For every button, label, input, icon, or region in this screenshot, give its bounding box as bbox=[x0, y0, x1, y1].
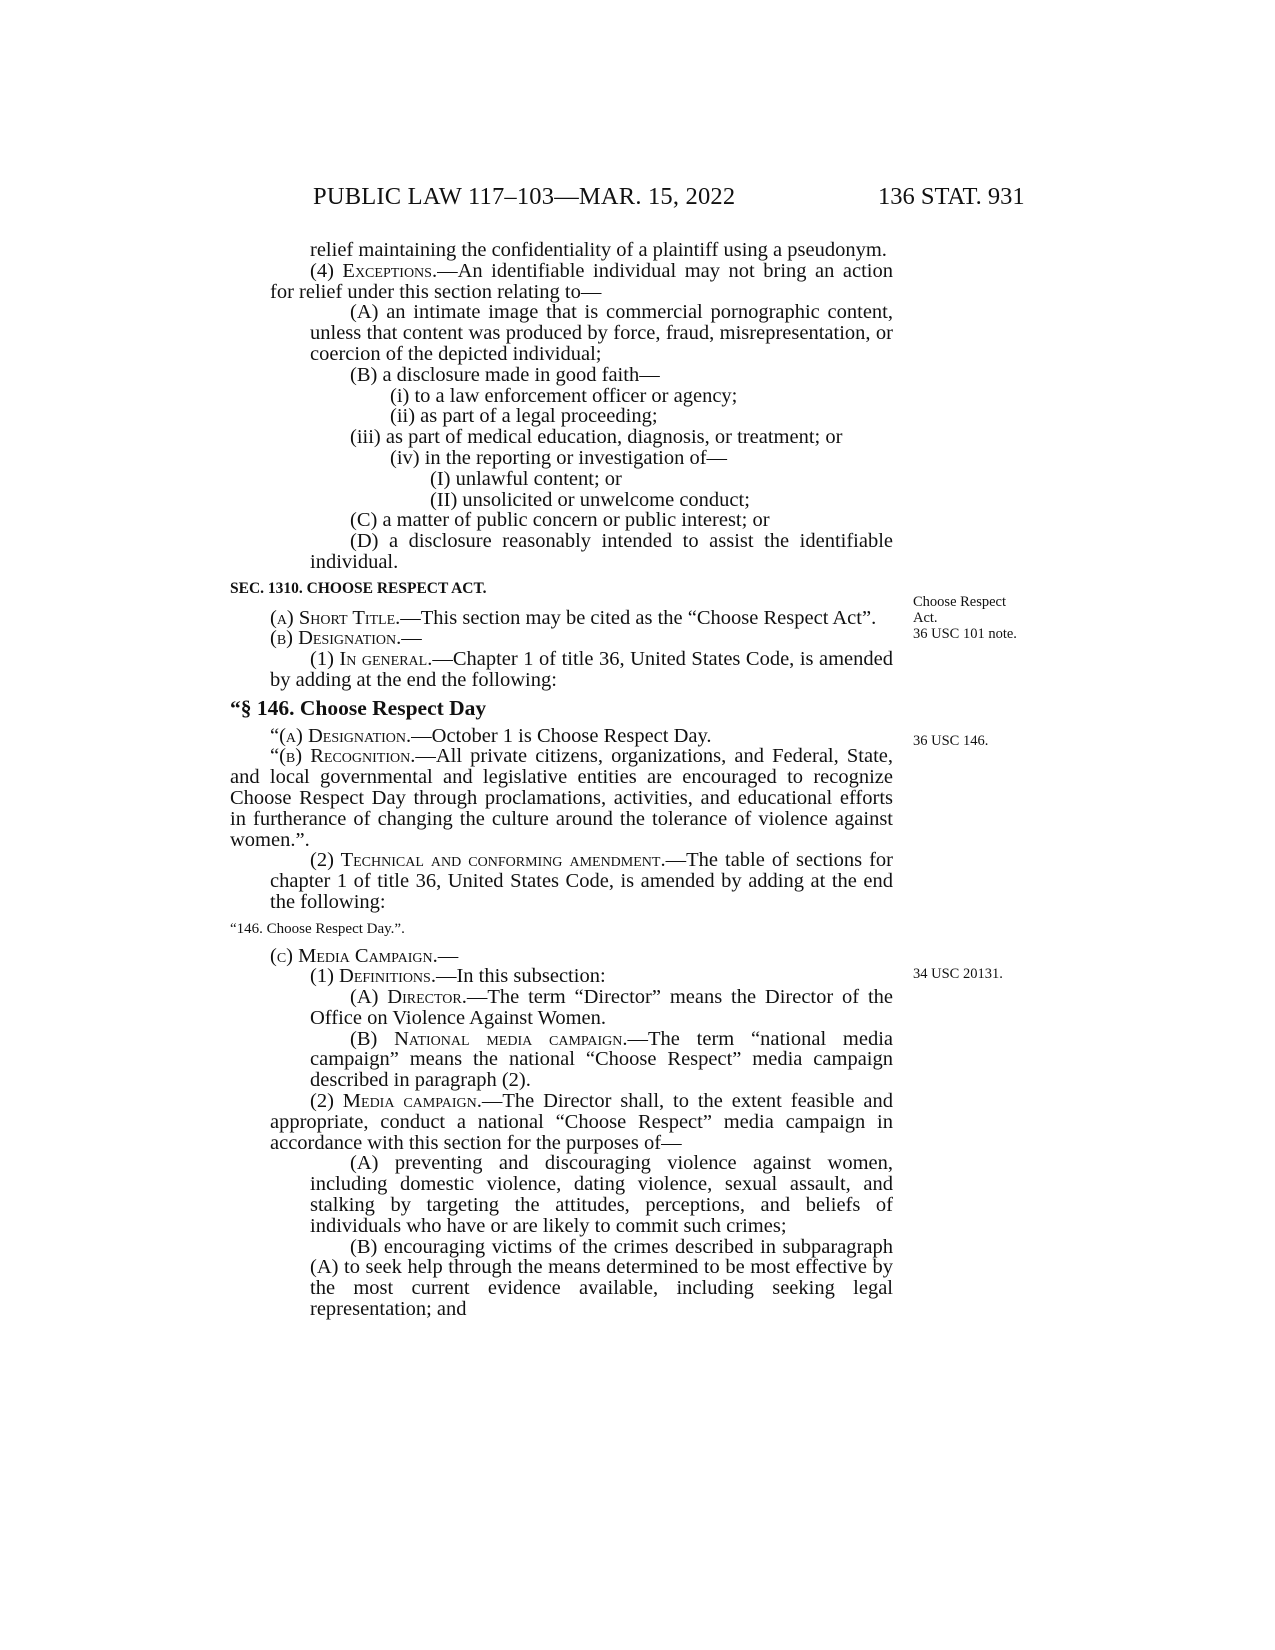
margin-note-title: Choose Respect Act. bbox=[913, 594, 1007, 626]
paragraph bbox=[230, 987, 893, 1029]
paragraph: (A) an intimate image that is commercial pornographic content, unless that content was produced by force, fraud, misrepresentation, or coercion of the depicted individual; bbox=[310, 301, 893, 365]
paragraph-text: —The table of sections for chapter 1 of title 36, United States Code, is amended by adding at the end the following: bbox=[270, 849, 894, 913]
section-146-heading: “§ 146. Choose Respect Day bbox=[230, 695, 487, 720]
paragraph bbox=[230, 628, 893, 649]
table-of-sections-entry: “146. Choose Respect Day.”. bbox=[230, 920, 405, 937]
paragraph-label: “(a) Designation. bbox=[270, 724, 412, 747]
paragraph bbox=[230, 850, 893, 912]
paragraph-label: (1) Definitions. bbox=[310, 965, 436, 988]
section-heading: SEC. 1310. CHOOSE RESPECT ACT. bbox=[230, 579, 487, 597]
paragraph-label: (c) Media Campaign. bbox=[270, 944, 438, 967]
paragraph-text: —An identifiable individual may not bring an action for relief under this section relating to— bbox=[270, 259, 893, 303]
paragraph bbox=[230, 261, 893, 303]
paragraph bbox=[230, 746, 893, 850]
paragraph: (B) a disclosure made in good faith— bbox=[350, 363, 660, 386]
margin-note-34-usc-20131: 34 USC 20131. bbox=[913, 966, 1003, 982]
paragraph-label: (2) Media campaign. bbox=[310, 1090, 482, 1113]
paragraph bbox=[230, 608, 893, 629]
paragraph-text: —All private citizens, organizations, and Federal, State, and local governmental and legislative entities are encouraged to recognize Choose Respect Day through proclamations, activities, and educational efforts in furtherance of changing the culture around the tolerance of violence against women.”. bbox=[230, 745, 893, 851]
paragraph bbox=[230, 946, 893, 967]
paragraph-text: — bbox=[401, 627, 422, 650]
paragraph bbox=[230, 1029, 893, 1091]
paragraph-label: “(b) Recognition. bbox=[270, 745, 416, 768]
paragraph bbox=[230, 726, 893, 747]
paragraph bbox=[230, 966, 893, 987]
paragraph: (ii) as part of a legal proceeding; bbox=[390, 405, 658, 428]
paragraph: (iv) in the reporting or investigation of— bbox=[390, 446, 728, 469]
paragraph-label: (b) Designation. bbox=[270, 627, 402, 650]
paragraph-text: —Chapter 1 of title 36, United States Code, is amended by adding at the end the following: bbox=[270, 648, 893, 691]
paragraph: relief maintaining the confidentiality of a plaintiff using a pseudonym. bbox=[310, 239, 887, 261]
paragraph-text: —This section may be cited as the “Choose Respect Act”. bbox=[400, 606, 877, 629]
paragraph-label: (A) Director. bbox=[350, 986, 467, 1009]
paragraph-text: —In this subsection: bbox=[435, 965, 606, 988]
margin-note-choose-respect bbox=[913, 594, 1023, 642]
paragraph: (D) a disclosure reasonably intended to assist the identifiable individual. bbox=[310, 530, 893, 573]
paragraph: (A) preventing and discouraging violence against women, including domestic violence, dating violence, sexual assault, and stalking by targeting the attitudes, perceptions, and beliefs of individuals who have or are likely to commit such crimes; bbox=[310, 1152, 893, 1237]
paragraph: (I) unlawful content; or bbox=[430, 467, 622, 490]
paragraph: (iii) as part of medical education, diagnosis, or treatment; or bbox=[350, 426, 843, 449]
law-text-body bbox=[230, 240, 893, 1320]
paragraph-text: —The term “Director” means the Director of the Office on Violence Against Women. bbox=[310, 986, 894, 1029]
margin-note-36-usc-146: 36 USC 146. bbox=[913, 733, 989, 749]
stat-page-number: 136 STAT. 931 bbox=[878, 183, 1025, 210]
paragraph: (II) unsolicited or unwelcome conduct; bbox=[430, 488, 750, 511]
paragraph-label: (a) Short Title. bbox=[270, 606, 401, 629]
page-header bbox=[0, 183, 1275, 223]
paragraph: (i) to a law enforcement officer or agency; bbox=[390, 384, 738, 407]
public-law-title: PUBLIC LAW 117–103—MAR. 15, 2022 bbox=[313, 183, 736, 210]
paragraph-text: —October 1 is Choose Respect Day. bbox=[411, 724, 712, 747]
margin-note-usc: 36 USC 101 note. bbox=[913, 626, 1017, 642]
paragraph-text: —The term “national media campaign” means the national “Choose Respect” media campaign described in paragraph (2). bbox=[310, 1027, 893, 1092]
paragraph-label: (B) National media campaign. bbox=[350, 1027, 628, 1050]
paragraph: (C) a matter of public concern or public interest; or bbox=[350, 509, 770, 532]
paragraph-label: (1) In general. bbox=[310, 648, 433, 671]
paragraph: (B) encouraging victims of the crimes described in subparagraph (A) to seek help through the means determined to be most effective by the most current evidence available, including seeking legal representation; and bbox=[310, 1235, 893, 1321]
paragraph bbox=[230, 1091, 893, 1153]
paragraph-label: (4) Exceptions. bbox=[310, 259, 438, 282]
paragraph-label: (2) Technical and conforming amendment. bbox=[310, 849, 666, 872]
paragraph bbox=[230, 649, 893, 691]
paragraph-text: — bbox=[437, 944, 459, 967]
paragraph-text: —The Director shall, to the extent feasible and appropriate, conduct a national “Choose Respect” media campaign in accordance with this section for the purposes of— bbox=[270, 1090, 893, 1154]
